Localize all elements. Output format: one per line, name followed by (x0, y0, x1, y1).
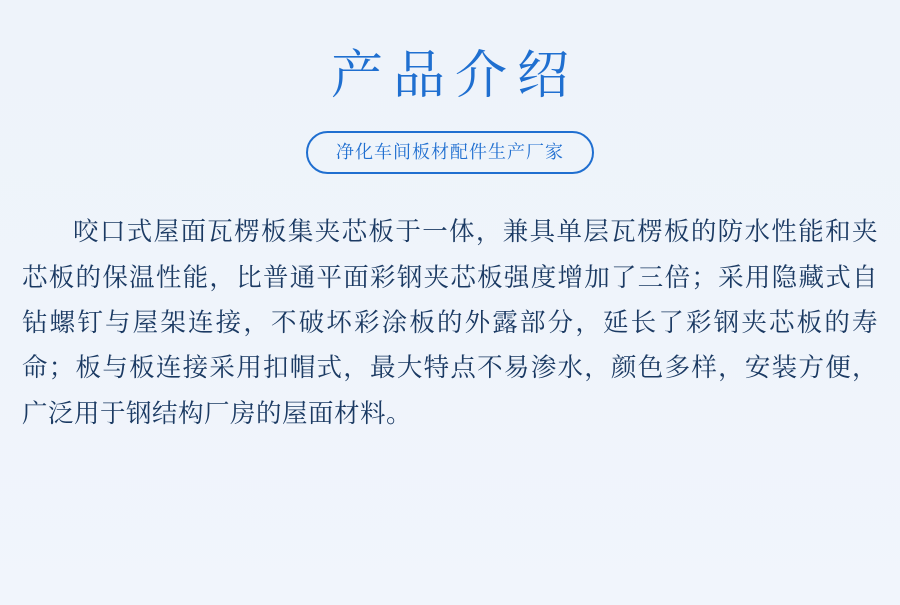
page-title: 产品介绍 (330, 47, 579, 105)
product-description-paragraph: 咬口式屋面瓦楞板集夹芯板于一体，兼具单层瓦楞板的防水性能和夹芯板的保温性能，比普通平面彩钢夹芯板强度增加了三倍；采用隐藏式自钻螺钉与屋架连接，不破坏彩涂板的外露部分，延长了彩钢夹芯板的寿命；板与板连接采用扣帽式，最大特点不易渗水，颜色多样，安装方便，广泛用于钢结构厂房的屋面材料。 (22, 218, 878, 428)
subtitle-badge: 净化车间板材配件生产厂家 (306, 131, 594, 174)
subtitle-container (0, 131, 900, 174)
